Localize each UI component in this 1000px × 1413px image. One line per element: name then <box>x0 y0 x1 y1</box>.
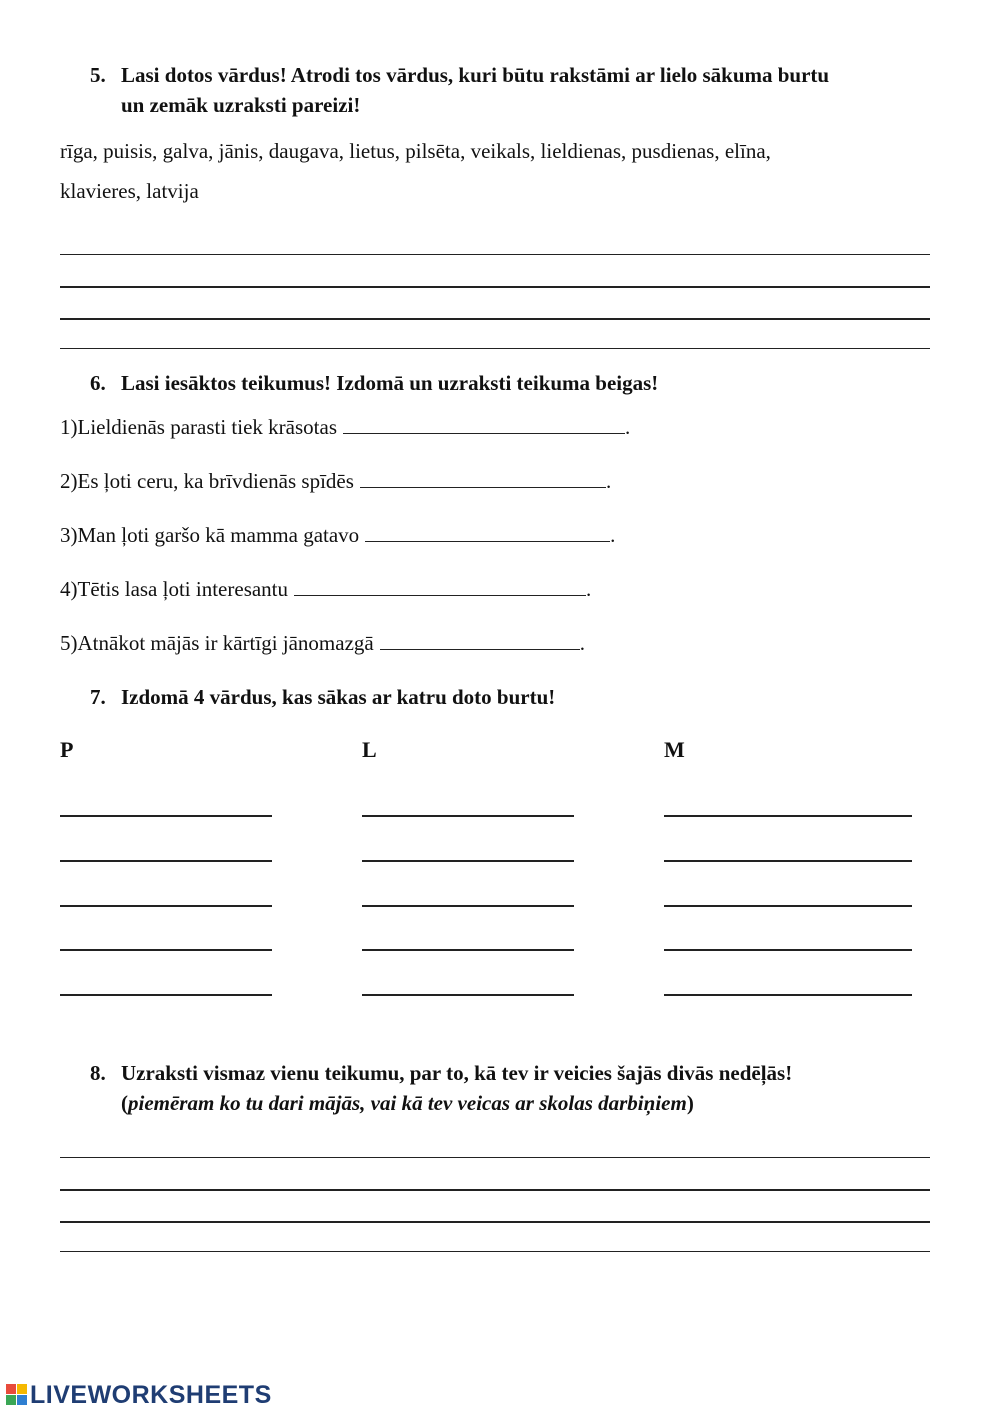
task5-words-line2: klavieres, latvija <box>60 179 199 203</box>
sentence-end: . <box>605 469 612 493</box>
m-word-line[interactable] <box>664 905 912 907</box>
p-word-line[interactable] <box>60 860 272 862</box>
letter-m: M <box>664 737 685 762</box>
l-word-line[interactable] <box>362 860 574 862</box>
task5-answer-line[interactable] <box>60 286 930 288</box>
sentence-end: . <box>579 631 585 655</box>
sentence-end: . <box>625 415 631 439</box>
task7-heading <box>90 682 950 712</box>
task8-answer-line[interactable] <box>60 1189 930 1191</box>
task7-number: 7. <box>90 685 106 709</box>
task8-number: 8. <box>90 1061 106 1085</box>
task6-number: 6. <box>90 371 106 395</box>
task8-hint <box>90 1088 970 1118</box>
task6-sentence-4 <box>60 577 591 601</box>
letter-p: P <box>60 737 74 762</box>
task8-title: Uzraksti vismaz vienu teikumu, par to, kā tev ir veicies šajās divās nedēļās! <box>121 1061 793 1085</box>
m-word-line[interactable] <box>664 815 912 817</box>
task6-sentence-3 <box>60 523 615 547</box>
letter-l: L <box>362 737 377 762</box>
task5-heading <box>90 60 950 120</box>
task5-words-line1: rīga, puisis, galva, jānis, daugava, lietus, pilsēta, veikals, lieldienas, pusdienas, elīna, <box>60 139 771 163</box>
sentence-text: 3)Man ļoti garšo kā mamma gatavo <box>60 523 360 547</box>
task5-answer-line[interactable] <box>60 254 930 255</box>
answer-blank[interactable] <box>294 577 586 596</box>
task5-title-line2: un zemāk uzraksti pareizi! <box>121 93 361 117</box>
task8-answer-line[interactable] <box>60 1157 930 1158</box>
answer-blank[interactable] <box>365 523 610 542</box>
p-word-line[interactable] <box>60 949 272 951</box>
task7-title: Izdomā 4 vārdus, kas sākas ar katru doto burtu! <box>121 685 556 709</box>
task6-title: Lasi iesāktos teikumus! Izdomā un uzraksti teikuma beigas! <box>121 371 659 395</box>
answer-blank[interactable] <box>380 631 580 650</box>
task5-title-line1: Lasi dotos vārdus! Atrodi tos vārdus, kuri būtu rakstāmi ar lielo sākuma burtu <box>121 63 830 87</box>
sentence-text: 4)Tētis lasa ļoti interesantu <box>60 577 289 601</box>
task8-answer-line[interactable] <box>60 1221 930 1223</box>
task6-sentence-2 <box>60 469 611 493</box>
task8-heading <box>90 1058 970 1118</box>
l-word-line[interactable] <box>362 949 574 951</box>
l-word-line[interactable] <box>362 994 574 996</box>
sentence-text: 2)Es ļoti ceru, ka brīvdienās spīdēs <box>60 469 354 493</box>
p-word-line[interactable] <box>60 994 272 996</box>
liveworksheets-logo[interactable] <box>6 1380 272 1410</box>
answer-blank[interactable] <box>343 415 625 434</box>
task6-sentence-1 <box>60 415 630 439</box>
sentence-end: . <box>610 523 616 547</box>
task8-answer-line[interactable] <box>60 1251 930 1252</box>
sentence-text: 5)Atnākot mājās ir kārtīgi jānomazgā <box>60 631 374 655</box>
hint-close-paren: ) <box>686 1091 694 1115</box>
m-word-line[interactable] <box>664 949 912 951</box>
hint-open-paren: ( <box>121 1091 128 1115</box>
l-word-line[interactable] <box>362 815 574 817</box>
task5-answer-line[interactable] <box>60 348 930 349</box>
sentence-text: 1)Lieldienās parasti tiek krāsotas <box>60 415 337 439</box>
logo-blocks-icon <box>6 1384 28 1406</box>
p-word-line[interactable] <box>60 905 272 907</box>
hint-text: piemēram ko tu dari mājās, vai kā tev veicas ar skolas darbiņiem <box>128 1091 687 1115</box>
logo-text: LIVEWORKSHEETS <box>30 1380 272 1409</box>
task5-number: 5. <box>90 63 106 87</box>
l-word-line[interactable] <box>362 905 574 907</box>
answer-blank[interactable] <box>360 469 606 488</box>
m-word-line[interactable] <box>664 860 912 862</box>
sentence-end: . <box>586 577 592 601</box>
task6-heading <box>90 368 950 398</box>
task6-sentence-5 <box>60 631 585 655</box>
p-word-line[interactable] <box>60 815 272 817</box>
task5-answer-line[interactable] <box>60 318 930 320</box>
m-word-line[interactable] <box>664 994 912 996</box>
